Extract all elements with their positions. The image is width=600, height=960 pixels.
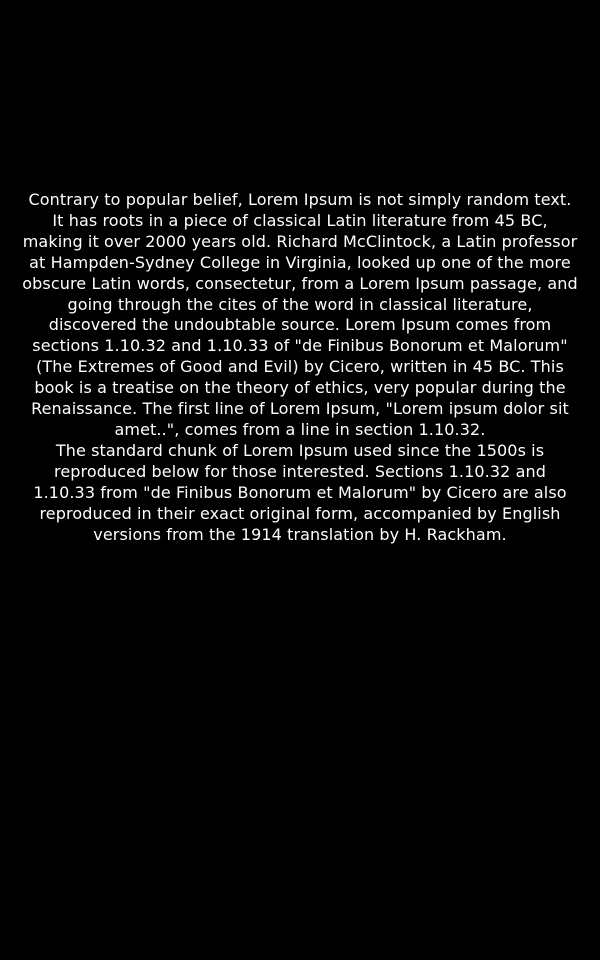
paragraph-1: Contrary to popular belief, Lorem Ipsum is not simply random text. It has roots in a piece of classical Latin literature from 45 BC, making it over 2000 years old. Richard McClintock, a Latin professor at Hampden-Sydney College in Virginia, looked up one of the more obscure Latin words, consectetur, from a Lorem Ipsum passage, and going through the cites of the word in classical literature, discovered the undoubtable source. Lorem Ipsum comes from sections 1.10.32 and 1.10.33 of "de Finibus Bonorum et Malorum" (The Extremes of Good and Evil) by Cicero, written in 45 BC. This book is a treatise on the theory of ethics, very popular during the Renaissance. The first line of Lorem Ipsum, "Lorem ipsum dolor sit amet..", comes from a line in section 1.10.32. bbox=[22, 190, 578, 439]
paragraph-2: The standard chunk of Lorem Ipsum used since the 1500s is reproduced below for those interested. Sections 1.10.32 and 1.10.33 from "de Finibus Bonorum et Malorum" by Cicero are also reproduced in their exact original form, accompanied by English versions from the 1914 translation by H. Rackham. bbox=[33, 440, 567, 544]
body-text bbox=[22, 190, 578, 545]
